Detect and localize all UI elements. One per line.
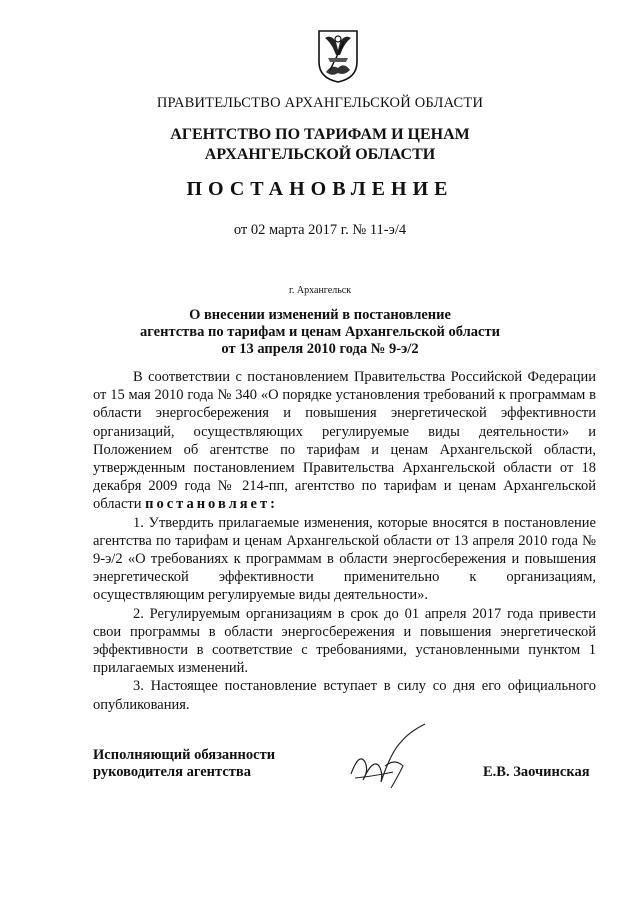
item-3-paragraph: 3. Настоящее постановление вступает в силу со дня его официального опубликования.: [93, 678, 596, 713]
document-subject: [0, 307, 640, 358]
city-label: г. Архангельск: [288, 285, 352, 296]
handwritten-signature: [345, 722, 435, 792]
document-body: [93, 368, 596, 714]
signatory-position-line2: руководителя агентства: [93, 764, 251, 780]
agency-title-line2: АРХАНГЕЛЬСКОЙ ОБЛАСТИ: [204, 146, 436, 163]
subject-line1: О внесении изменений в постановление: [189, 307, 451, 323]
subject-line3: от 13 апреля 2010 года № 9-э/2: [221, 341, 419, 357]
coat-of-arms-icon: [316, 28, 360, 84]
signatory-position: [93, 747, 275, 781]
intro-paragraph: [93, 368, 596, 514]
agency-title-line1: АГЕНТСТВО ПО ТАРИФАМ И ЦЕНАМ: [170, 126, 470, 143]
signatory-position-line1: Исполняющий обязанности: [93, 747, 276, 763]
government-title: ПРАВИТЕЛЬСТВО АРХАНГЕЛЬСКОЙ ОБЛАСТИ: [156, 95, 484, 111]
document-type-heading: ПОСТАНОВЛЕНИЕ: [186, 178, 454, 200]
intro-text: В соответствии с постановлением Правительства Российской Федерации от 15 мая 2010 года № 340 «О порядке установления требований к программам в области энергосбережения и повышения энергетической эффективности организаций, осуществляющих регулируемые виды деятельности» и Положением об агентстве по тарифам и ценам Архангельской области, утвержденным постановлением Правительства Архангельской области от 18 декабря 2009 года № 214-пп, агентство по тарифам и ценам Архангельской области: [93, 369, 596, 513]
subject-line2: агентства по тарифам и ценам Архангельской области: [140, 324, 500, 340]
agency-title: [0, 125, 640, 165]
resolves-keyword: постановляет:: [145, 496, 278, 513]
item-2-paragraph: 2. Регулируемым организациям в срок до 01 апреля 2017 года привести свои программы в области энергосбережения и повышения энергетической эффективности в соответствие с требованиями, установленными пунктом 1 прилагаемых изменений.: [93, 605, 596, 677]
signatory-name: Е.В. Заочинская: [483, 764, 590, 780]
date-and-number: от 02 марта 2017 г. № 11-э/4: [233, 222, 407, 238]
item-1-paragraph: 1. Утвердить прилагаемые изменения, которые вносятся в постановление агентства по тарифам и ценам Архангельской области от 13 апреля 2010 года № 9-э/2 «О требованиях к программам в области энергосбережения и повышения энергетической эффективности применительно к организациям, осуществляющим регулируемые виды деятельности».: [93, 514, 596, 604]
